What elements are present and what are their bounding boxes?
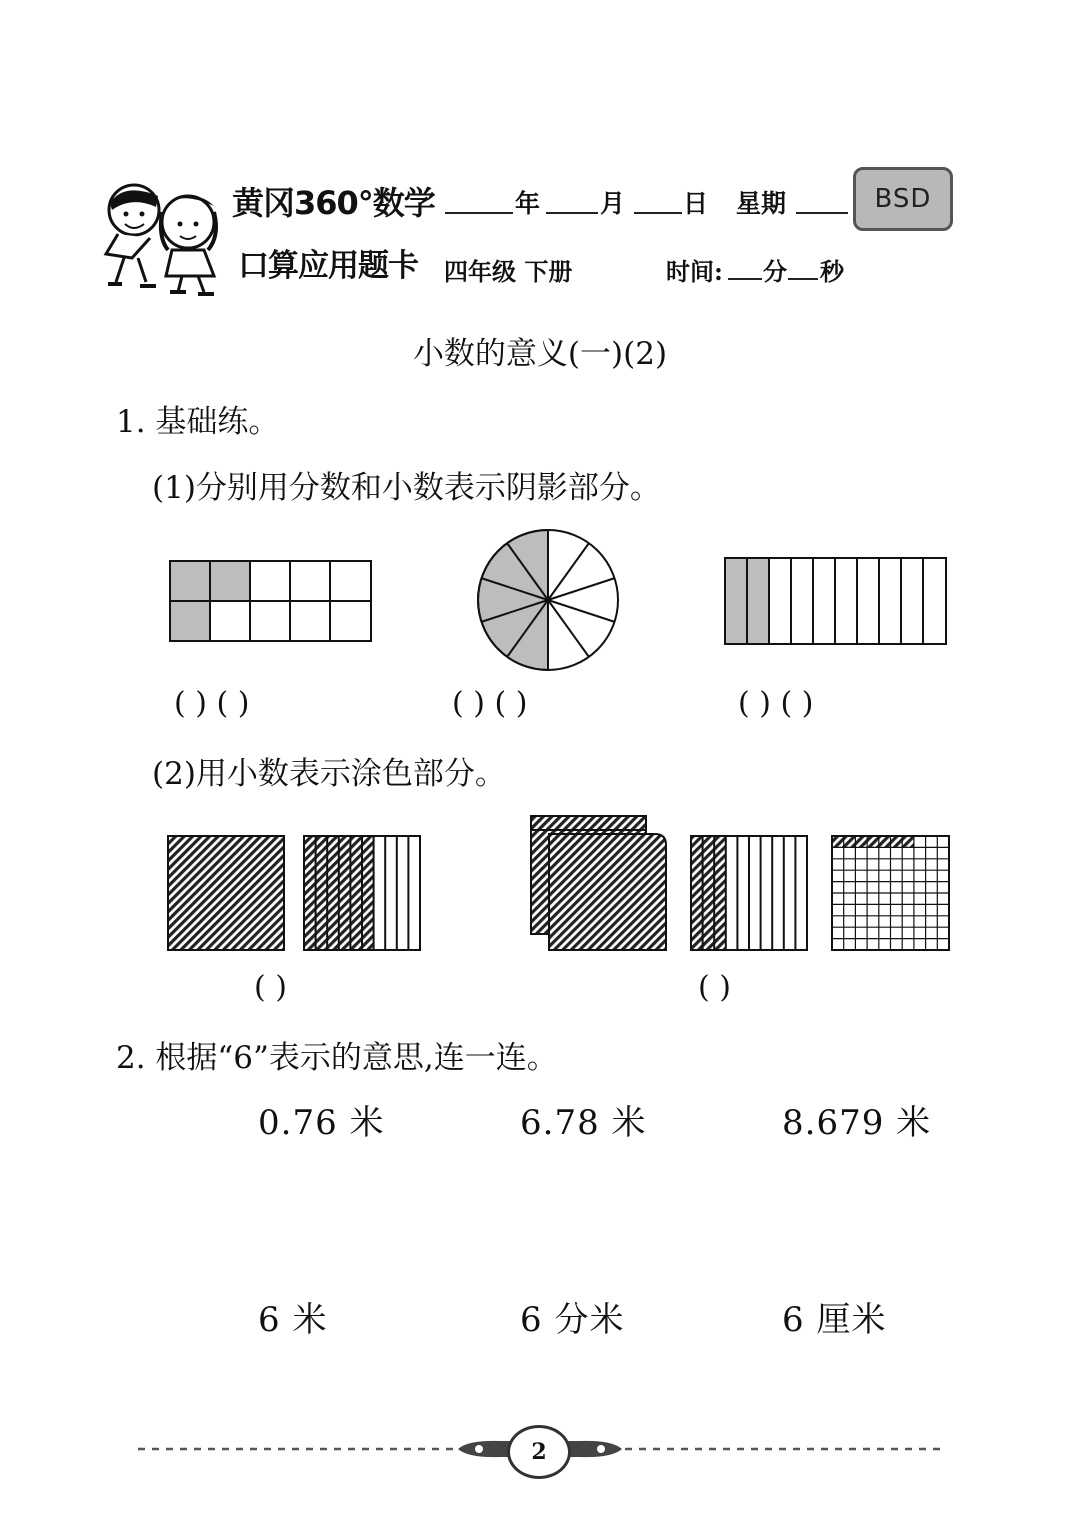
month-label: 月 (600, 189, 626, 218)
year-blank (445, 212, 513, 214)
question-2-heading: 2. 根据“6”表示的意思,连一连。 (116, 1040, 558, 1076)
second-label: 秒 (820, 257, 844, 286)
month-blank (546, 212, 598, 214)
grade-label: 四年级 下册 (444, 257, 573, 286)
shaded-whole-square (168, 836, 284, 950)
match-bottom-option[interactable]: 6 分米 (520, 1300, 625, 1340)
brand-title: 黄冈360°数学 (232, 184, 435, 222)
fraction-grid-figure (170, 561, 371, 641)
question-1-heading: 1. 基础练。 (116, 404, 280, 440)
question-1-part-1: (1)分别用分数和小数表示阴影部分。 (152, 470, 661, 506)
fraction-strip-figure (725, 558, 946, 644)
match-top-option[interactable]: 6.78 米 (520, 1103, 647, 1143)
day-blank (634, 212, 682, 214)
mascot-illustration (106, 185, 216, 294)
second-blank (788, 278, 818, 280)
brand-subtitle: 口算应用题卡 (238, 248, 418, 284)
day-label: 日 (683, 189, 709, 218)
hundred-grid-figure (832, 836, 949, 950)
weekday-blank (796, 212, 848, 214)
time-label: 时间: (666, 257, 723, 286)
answer-blank-right-group[interactable]: ( ) (698, 970, 731, 1005)
match-top-option[interactable]: 0.76 米 (258, 1103, 385, 1143)
minute-label: 分 (763, 257, 787, 286)
match-bottom-option[interactable]: 6 厘米 (782, 1300, 887, 1340)
shaded-stacked-squares (531, 816, 666, 950)
fraction-circle-figure (478, 530, 618, 670)
minute-blank (728, 278, 762, 280)
page-number: 2 (507, 1425, 571, 1479)
answer-blank-strip[interactable]: ( ) ( ) (738, 686, 814, 721)
question-1-part-2: (2)用小数表示涂色部分。 (152, 756, 506, 792)
weekday-label: 星期 (736, 189, 787, 218)
match-top-option[interactable]: 8.679 米 (782, 1103, 932, 1143)
decimal-strip-figure-three (691, 836, 807, 950)
answer-blank-left-group[interactable]: ( ) (254, 970, 287, 1005)
edition-badge: BSD (853, 167, 953, 231)
answer-blank-grid[interactable]: ( ) ( ) (174, 686, 250, 721)
answer-blank-circle[interactable]: ( ) ( ) (452, 686, 528, 721)
match-bottom-option[interactable]: 6 米 (258, 1300, 328, 1340)
year-label: 年 (515, 189, 541, 218)
decimal-strip-figure-six (304, 836, 420, 950)
page-title: 小数的意义(一)(2) (412, 336, 668, 372)
